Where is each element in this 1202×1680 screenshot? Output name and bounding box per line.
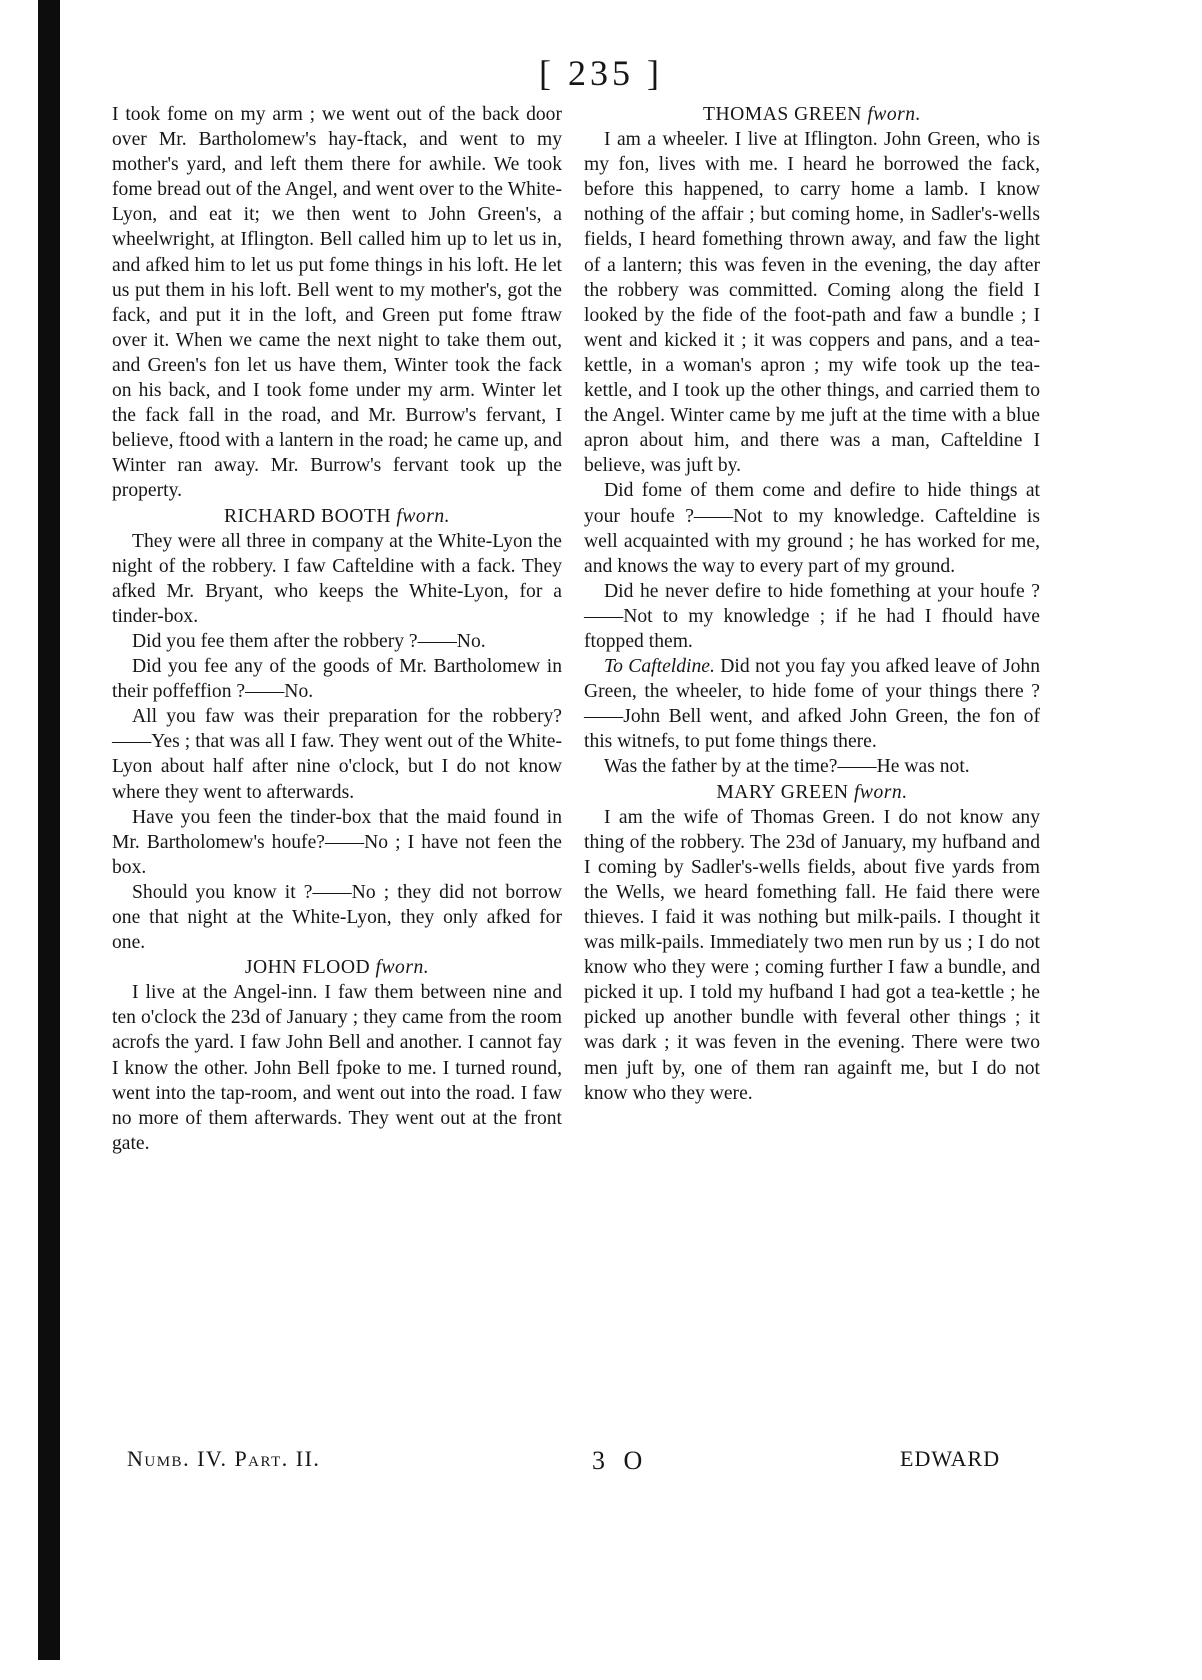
paragraph: I am the wife of Thomas Green. I do not know any thing of the robbery. The 23d of January, my hufband and I coming by Sadler's-wells fields, about five yards from the Wells, we heard fomething fall. He faid there were thieves. I faid it was nothing but milk-pails. I thought it was milk-pails. Immediately two men run by us ; I do not know who they were ; coming further I faw a bundle, and picked it up. I told my hufband I had got a tea-kettle ; he picked up another bundle with feveral other things ; it was dark ; it was feven in the evening. There were two men juft by, one of them ran againft me, but I do not know who they were. xyxy=(584,806,1040,1104)
witness-heading-richard-booth xyxy=(112,504,562,529)
page-footer xyxy=(0,1446,1202,1486)
paragraph: Did you fee them after the robbery ?——No. xyxy=(132,630,486,652)
paragraph: Should you know it ?——No ; they did not borrow one that night at the White-Lyon, they only afked for one. xyxy=(112,881,562,954)
paragraph: Did fome of them come and defire to hide things at your houfe ?——Not to my knowledge. Cafteldine is well acquainted with my ground ; he has worked for me, and knows the way to every part of my ground. xyxy=(584,480,1040,577)
paragraph: Did he never defire to hide fomething at your houfe ?——Not to my knowledge ; if he had I fhould have ftopped them. xyxy=(584,580,1040,652)
witness-name: THOMAS GREEN xyxy=(703,104,862,125)
paragraph: I live at the Angel-inn. I faw them between nine and ten o'clock the 23d of January ; they came from the room acrofs the yard. I faw John Bell and another. I cannot fay I know the other. John Bell fpoke to me. I turned round, went into the tap-room, and went out into the road. I faw no more of them afterwards. They went out at the front gate. xyxy=(112,982,562,1154)
left-column xyxy=(112,102,562,1156)
paragraph: They were all three in company at the White-Lyon the night of the robbery. I faw Cafteldine with a fack. They afked Mr. Bryant, who keeps the White-Lyon, for a tinder-box. xyxy=(112,530,562,627)
catchword: EDWARD xyxy=(900,1446,1001,1471)
paragraph: Was the father by at the time?——He was not. xyxy=(604,756,970,778)
paragraph: I am a wheeler. I live at Iflington. John Green, who is my fon, lives with me. I heard he borrowed the fack, before this happened, to carry home a lamb. I know nothing of the affair ; but coming home, in Sadler's-wells fields, I heard fomething thrown away, and faw the light of a lantern; this was feven in the evening, the day after the robbery was committed. Coming along the field I looked by the fide of the foot-path and faw a bundle ; I went and kicked it ; it was coppers and pans, and a tea-kettle, in a woman's apron ; my wife took up the tea-kettle, and I took up the other things, and carried them to the Angel. Winter came by me juft at the time with a blue apron about him, and there was a man, Cafteldine I believe, was juft by. xyxy=(584,129,1040,477)
witness-heading-mary-green xyxy=(584,780,1040,805)
right-column xyxy=(584,102,1040,1106)
sworn-label: fworn. xyxy=(853,781,908,803)
witness-name: JOHN FLOOD xyxy=(244,957,371,979)
interlocutor-label: To Cafteldine. xyxy=(604,656,715,678)
paragraph: All you faw was their preparation for the robbery?——Yes ; that was all I faw. They went out of the White-Lyon about half after nine o'clock, but I do not know where they went to afterwards. xyxy=(112,706,562,803)
paragraph-text: Did not you fay you afked leave of John Green, the wheeler, to hide fome of your things there ?——John Bell went, and afked John Green, the fon of this witnefs, to put fome things there. xyxy=(584,656,1040,753)
sworn-label: fworn. xyxy=(867,104,921,125)
witness-heading-john-flood xyxy=(112,955,562,980)
paragraph: I took fome on my arm ; we went out of the back door over Mr. Bartholomew's hay-ftack, and went to my mother's yard, and left them there for awhile. We took fome bread out of the Angel, and went over to the White-Lyon, and eat it; we then went to John Green's, a wheelwright, at Iflington. Bell called him up to let us in, and afked him to let us put fome things in his loft. He let us put them in his loft. Bell went to my mother's, got the fack, and put it in the loft, and Green put fome ftraw over it. When we came the next night to take them out, and Green's fon let us have them, Winter took the fack on his back, and I took fome under my arm. Winter let the fack fall in the road, and Mr. Burrow's fervant, I believe, ftood with a lantern in the road; he came up, and Winter ran away. Mr. Burrow's fervant took up the property. xyxy=(112,104,562,502)
binding-gutter xyxy=(38,0,60,1660)
signature-mark: Numb. IV. Part. II. xyxy=(127,1446,321,1471)
witness-name: MARY GREEN xyxy=(716,781,849,803)
sworn-label: fworn. xyxy=(375,957,430,979)
witness-name: RICHARD BOOTH xyxy=(223,505,392,527)
paragraph: Have you feen the tinder-box that the maid found in Mr. Bartholomew's houfe?——No ; I have not feen the box. xyxy=(112,806,562,878)
witness-heading-thomas-green xyxy=(584,102,1040,127)
paragraph xyxy=(584,654,1040,754)
paragraph: Did you fee any of the goods of Mr. Bartholomew in their poffeffion ?——No. xyxy=(112,656,562,703)
gathering-mark: 3 O xyxy=(592,1446,649,1475)
page-number: [ 235 ] xyxy=(539,53,663,93)
sworn-label: fworn. xyxy=(396,505,451,527)
